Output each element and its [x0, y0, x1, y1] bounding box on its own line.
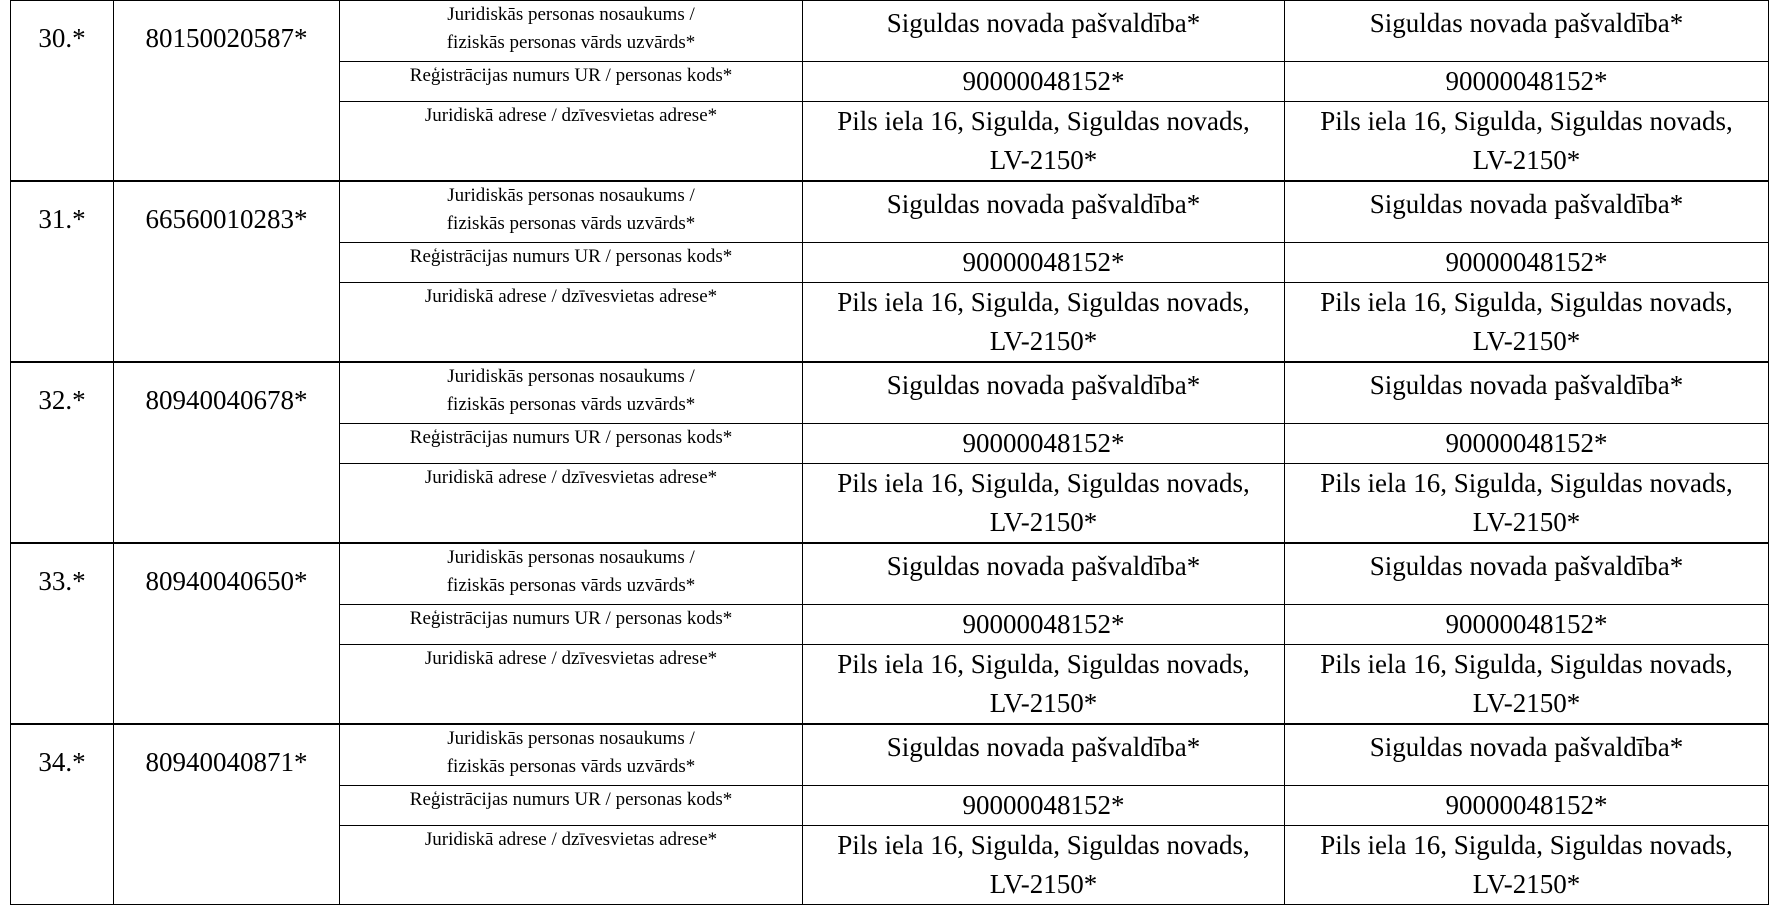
addr-label-cell	[340, 826, 803, 905]
registry-table-body	[11, 1, 1769, 905]
cadastral-code: 80940040871*	[145, 747, 308, 777]
addr-label-cell	[340, 283, 803, 363]
holder-reg-number: 90000048152*	[1445, 66, 1608, 96]
holder-reg-cell	[1285, 424, 1769, 464]
cadastral-code-cell	[114, 1, 340, 182]
holder-name: Siguldas novada pašvaldība*	[1369, 732, 1684, 762]
owner-name: Siguldas novada pašvaldība*	[886, 732, 1201, 762]
name-label-line2: fiziskās personas vārds uzvārds*	[446, 575, 696, 596]
reg-label: Reģistrācijas numurs UR / personas kods*	[409, 608, 733, 629]
row-number-cell	[11, 1, 114, 182]
reg-label: Reģistrācijas numurs UR / personas kods*	[409, 789, 733, 810]
reg-label: Reģistrācijas numurs UR / personas kods*	[409, 65, 733, 86]
name-label-cell	[340, 724, 803, 786]
owner-reg-cell	[803, 243, 1285, 283]
reg-label-cell	[340, 605, 803, 645]
cadastral-code: 80150020587*	[145, 23, 308, 53]
name-label-line1: Juridiskās personas nosaukums /	[447, 547, 695, 568]
holder-name: Siguldas novada pašvaldība*	[1369, 8, 1684, 38]
holder-reg-cell	[1285, 605, 1769, 645]
holder-reg-cell	[1285, 62, 1769, 102]
owner-addr-cell	[803, 464, 1285, 544]
row-number: 33.*	[38, 566, 86, 596]
holder-addr-cell	[1285, 826, 1769, 905]
reg-label: Reģistrācijas numurs UR / personas kods*	[409, 427, 733, 448]
cadastral-code: 80940040650*	[145, 566, 308, 596]
row-number-cell	[11, 181, 114, 362]
holder-name-cell	[1285, 362, 1769, 424]
holder-reg-number: 90000048152*	[1445, 247, 1608, 277]
addr-label: Juridiskā adrese / dzīvesvietas adrese*	[424, 467, 718, 488]
holder-reg-number: 90000048152*	[1445, 428, 1608, 458]
reg-label-cell	[340, 62, 803, 102]
owner-addr-line1: Pils iela 16, Sigulda, Siguldas novads,	[837, 649, 1250, 679]
row-number-cell	[11, 543, 114, 724]
holder-addr-cell	[1285, 464, 1769, 544]
owner-name: Siguldas novada pašvaldība*	[886, 551, 1201, 581]
row-number: 30.*	[38, 23, 86, 53]
holder-reg-cell	[1285, 243, 1769, 283]
owner-reg-cell	[803, 786, 1285, 826]
cadastral-code: 80940040678*	[145, 385, 308, 415]
name-label-cell	[340, 543, 803, 605]
owner-name-cell	[803, 1, 1285, 62]
owner-reg-cell	[803, 605, 1285, 645]
holder-name-cell	[1285, 181, 1769, 243]
table-row	[11, 181, 1769, 243]
owner-addr-line1: Pils iela 16, Sigulda, Siguldas novads,	[837, 106, 1250, 136]
owner-reg-number: 90000048152*	[962, 66, 1125, 96]
table-row	[11, 1, 1769, 62]
holder-addr-line2: LV-2150*	[1472, 688, 1581, 718]
owner-addr-line1: Pils iela 16, Sigulda, Siguldas novads,	[837, 468, 1250, 498]
addr-label: Juridiskā adrese / dzīvesvietas adrese*	[424, 648, 718, 669]
owner-name-cell	[803, 362, 1285, 424]
name-label-line2: fiziskās personas vārds uzvārds*	[446, 394, 696, 415]
name-label-line1: Juridiskās personas nosaukums /	[447, 185, 695, 206]
holder-name-cell	[1285, 543, 1769, 605]
owner-name-cell	[803, 181, 1285, 243]
addr-label-cell	[340, 645, 803, 725]
holder-name: Siguldas novada pašvaldība*	[1369, 189, 1684, 219]
cadastral-code-cell	[114, 362, 340, 543]
addr-label-cell	[340, 102, 803, 182]
holder-name: Siguldas novada pašvaldība*	[1369, 551, 1684, 581]
row-number: 32.*	[38, 385, 86, 415]
owner-addr-cell	[803, 102, 1285, 182]
owner-reg-number: 90000048152*	[962, 247, 1125, 277]
cadastral-code-cell	[114, 181, 340, 362]
owner-reg-cell	[803, 62, 1285, 102]
holder-name: Siguldas novada pašvaldība*	[1369, 370, 1684, 400]
owner-name: Siguldas novada pašvaldība*	[886, 8, 1201, 38]
cadastral-code-cell	[114, 543, 340, 724]
owner-addr-cell	[803, 826, 1285, 905]
name-label-cell	[340, 1, 803, 62]
row-number: 34.*	[38, 747, 86, 777]
name-label-cell	[340, 181, 803, 243]
holder-addr-line1: Pils iela 16, Sigulda, Siguldas novads,	[1320, 649, 1733, 679]
reg-label-cell	[340, 243, 803, 283]
addr-label: Juridiskā adrese / dzīvesvietas adrese*	[424, 829, 718, 850]
name-label-line2: fiziskās personas vārds uzvārds*	[446, 32, 696, 53]
name-label-line2: fiziskās personas vārds uzvārds*	[446, 213, 696, 234]
holder-addr-line2: LV-2150*	[1472, 507, 1581, 537]
holder-addr-line1: Pils iela 16, Sigulda, Siguldas novads,	[1320, 830, 1733, 860]
owner-addr-line2: LV-2150*	[989, 869, 1098, 899]
addr-label: Juridiskā adrese / dzīvesvietas adrese*	[424, 286, 718, 307]
owner-addr-line2: LV-2150*	[989, 507, 1098, 537]
row-number: 31.*	[38, 204, 86, 234]
owner-reg-cell	[803, 424, 1285, 464]
row-number-cell	[11, 362, 114, 543]
owner-addr-line1: Pils iela 16, Sigulda, Siguldas novads,	[837, 830, 1250, 860]
reg-label-cell	[340, 424, 803, 464]
cadastral-code-cell	[114, 724, 340, 905]
holder-reg-number: 90000048152*	[1445, 790, 1608, 820]
reg-label-cell	[340, 786, 803, 826]
table-row	[11, 724, 1769, 786]
table-row	[11, 543, 1769, 605]
holder-addr-line2: LV-2150*	[1472, 145, 1581, 175]
addr-label-cell	[340, 464, 803, 544]
owner-addr-line1: Pils iela 16, Sigulda, Siguldas novads,	[837, 287, 1250, 317]
addr-label: Juridiskā adrese / dzīvesvietas adrese*	[424, 105, 718, 126]
name-label-line2: fiziskās personas vārds uzvārds*	[446, 756, 696, 777]
owner-addr-cell	[803, 645, 1285, 725]
name-label-line1: Juridiskās personas nosaukums /	[447, 366, 695, 387]
owner-addr-line2: LV-2150*	[989, 145, 1098, 175]
holder-addr-line1: Pils iela 16, Sigulda, Siguldas novads,	[1320, 106, 1733, 136]
owner-addr-line2: LV-2150*	[989, 688, 1098, 718]
holder-addr-line2: LV-2150*	[1472, 869, 1581, 899]
holder-addr-line2: LV-2150*	[1472, 326, 1581, 356]
table-row	[11, 362, 1769, 424]
name-label-line1: Juridiskās personas nosaukums /	[447, 4, 695, 25]
document-page	[10, 0, 1768, 905]
holder-name-cell	[1285, 1, 1769, 62]
owner-name-cell	[803, 543, 1285, 605]
owner-reg-number: 90000048152*	[962, 609, 1125, 639]
owner-name-cell	[803, 724, 1285, 786]
owner-name: Siguldas novada pašvaldība*	[886, 370, 1201, 400]
holder-addr-cell	[1285, 645, 1769, 725]
row-number-cell	[11, 724, 114, 905]
owner-reg-number: 90000048152*	[962, 428, 1125, 458]
owner-reg-number: 90000048152*	[962, 790, 1125, 820]
holder-reg-number: 90000048152*	[1445, 609, 1608, 639]
owner-name: Siguldas novada pašvaldība*	[886, 189, 1201, 219]
holder-addr-line1: Pils iela 16, Sigulda, Siguldas novads,	[1320, 468, 1733, 498]
holder-addr-cell	[1285, 283, 1769, 363]
name-label-cell	[340, 362, 803, 424]
owner-addr-cell	[803, 283, 1285, 363]
cadastral-code: 66560010283*	[145, 204, 308, 234]
owner-addr-line2: LV-2150*	[989, 326, 1098, 356]
registry-table	[10, 0, 1769, 905]
holder-name-cell	[1285, 724, 1769, 786]
holder-reg-cell	[1285, 786, 1769, 826]
name-label-line1: Juridiskās personas nosaukums /	[447, 728, 695, 749]
holder-addr-line1: Pils iela 16, Sigulda, Siguldas novads,	[1320, 287, 1733, 317]
holder-addr-cell	[1285, 102, 1769, 182]
reg-label: Reģistrācijas numurs UR / personas kods*	[409, 246, 733, 267]
